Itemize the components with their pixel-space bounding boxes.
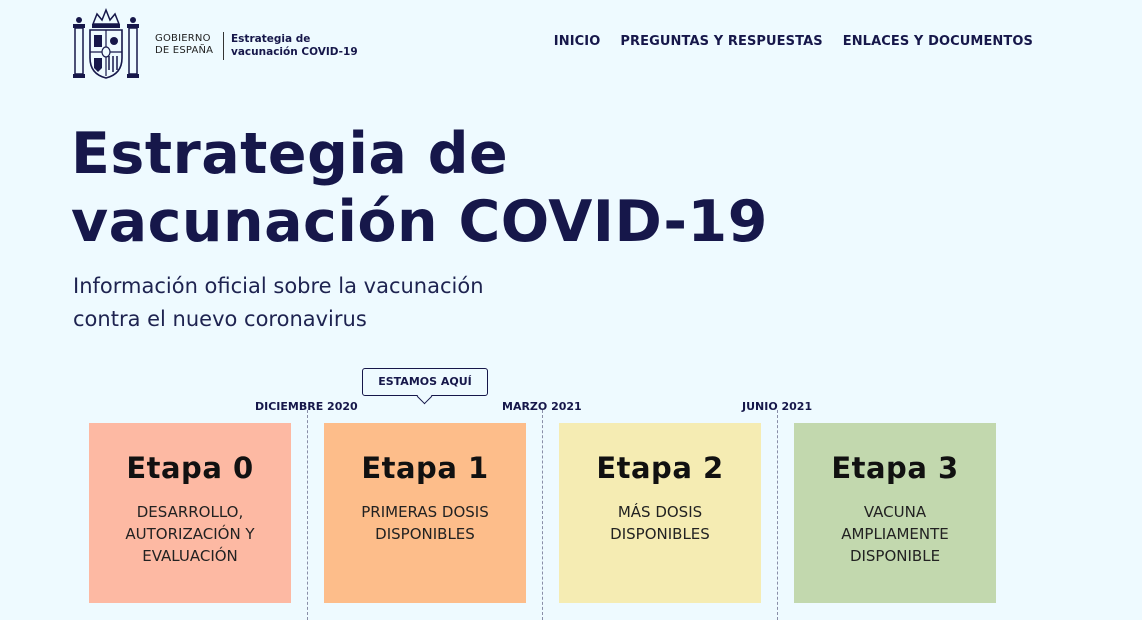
stage-desc-line: MÁS DOSIS: [617, 503, 703, 521]
stage-desc-line: DISPONIBLES: [375, 525, 475, 543]
page-subtitle-line-1: Información oficial sobre la vacunación: [73, 274, 484, 298]
site-header: [73, 8, 1033, 80]
stage-description: [115, 501, 265, 567]
gov-line-2: DE ESPAÑA: [155, 45, 214, 56]
stage-card-1[interactable]: [324, 423, 526, 603]
timeline-divider: [777, 410, 778, 620]
stage-title: Etapa 3: [831, 451, 959, 485]
nav-link-inicio[interactable]: INICIO: [553, 34, 601, 49]
timeline-divider: [542, 410, 543, 620]
stage-desc-line: DISPONIBLE: [849, 547, 941, 565]
current-stage-callout: ESTAMOS AQUÍ: [362, 368, 488, 396]
stage-card-0[interactable]: [89, 423, 291, 603]
stage-desc-line: AMPLIAMENTE: [841, 525, 949, 543]
page-subtitle: [73, 270, 533, 336]
site-name-line-1: Estrategia de: [231, 33, 311, 45]
stage-title: Etapa 2: [596, 451, 724, 485]
stage-description: [820, 501, 970, 567]
stage-description: [585, 501, 735, 545]
stage-title: Etapa 1: [361, 451, 489, 485]
page-title-line-1: Estrategia de: [71, 121, 509, 187]
stage-desc-line: VACUNA: [863, 503, 927, 521]
nav-link-enlaces[interactable]: ENLACES Y DOCUMENTOS: [842, 34, 1033, 49]
stage-card-2[interactable]: [559, 423, 761, 603]
header-divider: [223, 32, 224, 60]
site-name-line-2: vacunación COVID-19: [231, 46, 358, 58]
stage-description: [350, 501, 500, 545]
stage-title: Etapa 0: [126, 451, 254, 485]
date-label-mar-2021: MARZO 2021: [502, 400, 582, 413]
stage-card-3[interactable]: [794, 423, 996, 603]
nav-link-preguntas[interactable]: PREGUNTAS Y RESPUESTAS: [620, 34, 823, 49]
timeline-divider: [307, 410, 308, 620]
page-title: [71, 120, 831, 256]
page-title-line-2: vacunación COVID-19: [71, 189, 768, 255]
site-name-link[interactable]: [231, 33, 358, 59]
gov-line-1: GOBIERNO: [155, 33, 211, 44]
stage-desc-line: DISPONIBLES: [610, 525, 710, 543]
stage-desc-line: DESARROLLO,: [136, 503, 244, 521]
page-subtitle-line-2: contra el nuevo coronavirus: [73, 307, 367, 331]
stage-desc-line: EVALUACIÓN: [142, 547, 238, 565]
stage-desc-line: PRIMERAS DOSIS: [361, 503, 489, 521]
date-label-dec-2020: DICIEMBRE 2020: [255, 400, 358, 413]
spain-coat-of-arms-icon[interactable]: [73, 8, 139, 80]
stage-desc-line: AUTORIZACIÓN Y: [125, 525, 255, 543]
date-label-jun-2021: JUNIO 2021: [742, 400, 813, 413]
main-nav: [554, 34, 1033, 49]
government-label: [155, 33, 213, 57]
